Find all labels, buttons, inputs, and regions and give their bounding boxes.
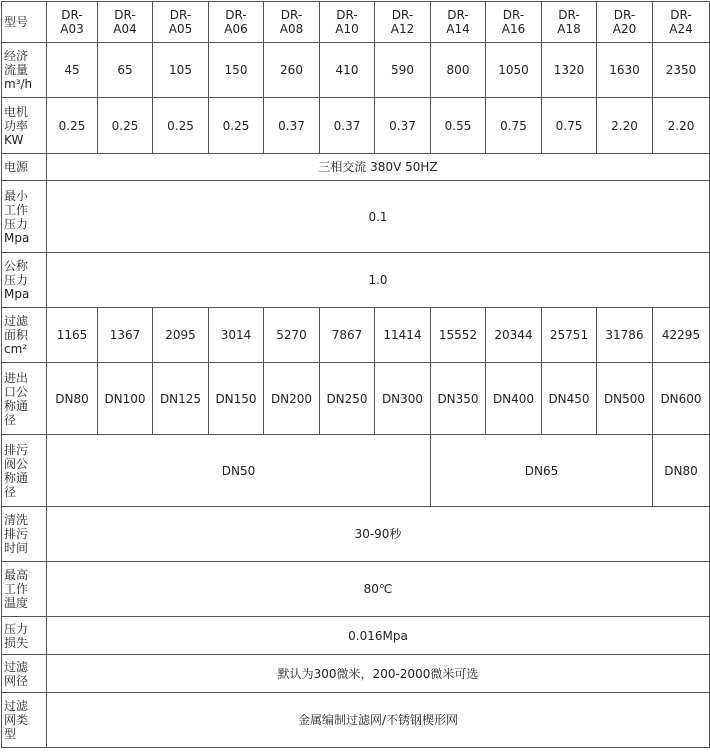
value-cell: DN500 <box>597 363 653 435</box>
model-cell: DR- A08 <box>264 2 320 43</box>
filter-area-row <box>2 308 710 363</box>
value-cell: 25751 <box>542 308 597 363</box>
value-cell: DN400 <box>486 363 542 435</box>
value-cell: 800 <box>431 43 486 98</box>
header-label: 型号 <box>2 2 47 43</box>
max-temp-value: 80℃ <box>47 562 710 617</box>
value-cell: 2.20 <box>653 98 710 154</box>
model-cell: DR- A05 <box>153 2 209 43</box>
mesh-type-row <box>2 693 710 748</box>
value-cell: 0.25 <box>98 98 153 154</box>
model-cell: DR- A20 <box>597 2 653 43</box>
row-label: 过滤 网径 <box>2 655 47 693</box>
min-pressure-row <box>2 181 710 253</box>
flow-row <box>2 43 710 98</box>
value-cell: 0.37 <box>320 98 375 154</box>
value-cell: 1050 <box>486 43 542 98</box>
value-cell: 0.37 <box>375 98 431 154</box>
row-label: 压力 损失 <box>2 617 47 655</box>
value-cell: DN125 <box>153 363 209 435</box>
model-cell: DR- A06 <box>209 2 264 43</box>
drain-valve-group: DN80 <box>653 435 710 507</box>
value-cell: DN450 <box>542 363 597 435</box>
value-cell: 1320 <box>542 43 597 98</box>
value-cell: 7867 <box>320 308 375 363</box>
value-cell: 3014 <box>209 308 264 363</box>
min-pressure-value: 0.1 <box>47 181 710 253</box>
spec-table <box>1 1 710 748</box>
value-cell: 1165 <box>47 308 98 363</box>
value-cell: 1367 <box>98 308 153 363</box>
model-cell: DR- A03 <box>47 2 98 43</box>
row-label: 最高 工作 温度 <box>2 562 47 617</box>
nominal-pressure-value: 1.0 <box>47 253 710 308</box>
value-cell: DN80 <box>47 363 98 435</box>
value-cell: DN150 <box>209 363 264 435</box>
value-cell: 2350 <box>653 43 710 98</box>
value-cell: 0.25 <box>153 98 209 154</box>
value-cell: DN200 <box>264 363 320 435</box>
max-temp-row <box>2 562 710 617</box>
value-cell: 590 <box>375 43 431 98</box>
model-cell: DR- A16 <box>486 2 542 43</box>
drain-valve-row <box>2 435 710 507</box>
value-cell: 15552 <box>431 308 486 363</box>
value-cell: 0.25 <box>47 98 98 154</box>
nominal-pressure-row <box>2 253 710 308</box>
value-cell: 42295 <box>653 308 710 363</box>
row-label: 经济 流量 m³/h <box>2 43 47 98</box>
mesh-size-value: 默认为300微米，200-2000微米可选 <box>47 655 710 693</box>
row-label: 清洗 排污 时间 <box>2 507 47 562</box>
drain-valve-group: DN65 <box>431 435 653 507</box>
pressure-loss-value: 0.016Mpa <box>47 617 710 655</box>
drain-valve-group: DN50 <box>47 435 431 507</box>
model-cell: DR- A24 <box>653 2 710 43</box>
model-cell: DR- A12 <box>375 2 431 43</box>
model-cell: DR- A10 <box>320 2 375 43</box>
value-cell: DN600 <box>653 363 710 435</box>
value-cell: 2095 <box>153 308 209 363</box>
value-cell: 0.37 <box>264 98 320 154</box>
model-cell: DR- A04 <box>98 2 153 43</box>
value-cell: 11414 <box>375 308 431 363</box>
mesh-size-row <box>2 655 710 693</box>
value-cell: 410 <box>320 43 375 98</box>
value-cell: 20344 <box>486 308 542 363</box>
value-cell: 0.75 <box>486 98 542 154</box>
clean-time-row <box>2 507 710 562</box>
row-label: 过滤 面积 cm² <box>2 308 47 363</box>
model-cell: DR- A18 <box>542 2 597 43</box>
row-label: 排污 阀公 称通 径 <box>2 435 47 507</box>
value-cell: 0.55 <box>431 98 486 154</box>
pressure-loss-row <box>2 617 710 655</box>
value-cell: 1630 <box>597 43 653 98</box>
value-cell: 0.75 <box>542 98 597 154</box>
value-cell: 5270 <box>264 308 320 363</box>
value-cell: 0.25 <box>209 98 264 154</box>
row-label: 进出 口公 称通 径 <box>2 363 47 435</box>
supply-value: 三相交流 380V 50HZ <box>47 154 710 181</box>
value-cell: 45 <box>47 43 98 98</box>
value-cell: 260 <box>264 43 320 98</box>
value-cell: 31786 <box>597 308 653 363</box>
value-cell: 65 <box>98 43 153 98</box>
model-cell: DR- A14 <box>431 2 486 43</box>
row-label: 电机 功率 KW <box>2 98 47 154</box>
clean-time-value: 30-90秒 <box>47 507 710 562</box>
value-cell: 2.20 <box>597 98 653 154</box>
mesh-type-value: 金属编制过滤网/不锈钢楔形网 <box>47 693 710 748</box>
value-cell: DN300 <box>375 363 431 435</box>
value-cell: 150 <box>209 43 264 98</box>
row-label: 过滤 网类 型 <box>2 693 47 748</box>
value-cell: DN250 <box>320 363 375 435</box>
value-cell: DN350 <box>431 363 486 435</box>
value-cell: DN100 <box>98 363 153 435</box>
supply-row <box>2 154 710 181</box>
header-row <box>2 2 710 43</box>
inlet-outlet-row <box>2 363 710 435</box>
power-row <box>2 98 710 154</box>
row-label: 最小 工作 压力 Mpa <box>2 181 47 253</box>
row-label: 公称 压力 Mpa <box>2 253 47 308</box>
row-label: 电源 <box>2 154 47 181</box>
value-cell: 105 <box>153 43 209 98</box>
